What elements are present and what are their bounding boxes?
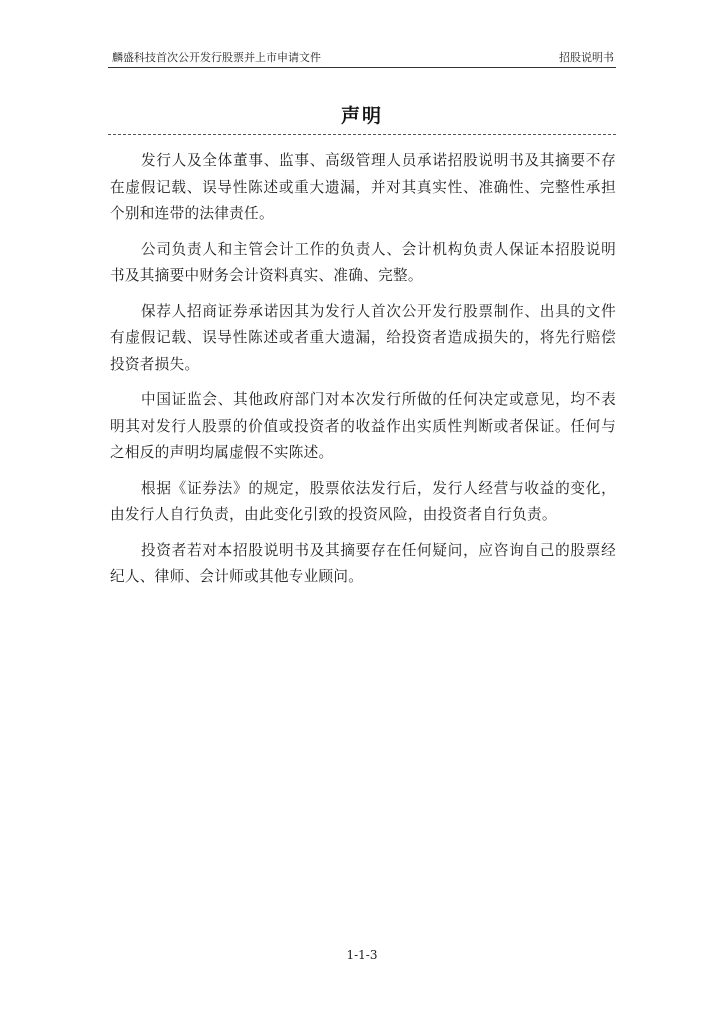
statement-paragraph: 保荐人招商证券承诺因其为发行人首次公开发行股票制作、出具的文件有虚假记载、误导性陈述或者重大遗漏，给投资者造成损失的，将先行赔偿投资者损失。 — [110, 302, 616, 373]
page-title: 声明 — [340, 105, 383, 127]
page-header — [108, 50, 616, 66]
statement-paragraph: 发行人及全体董事、监事、高级管理人员承诺招股说明书及其摘要不存在虚假记载、误导性陈述或重大遗漏，并对其真实性、准确性、完整性承担个别和连带的法律责任。 — [110, 152, 616, 222]
header-document-type: 招股说明书 — [559, 51, 614, 64]
statement-paragraph: 根据《证券法》的规定，股票依法发行后，发行人经营与收益的变化，由发行人自行负责，由此变化引致的投资风险，由投资者自行负责。 — [110, 479, 616, 523]
title-divider — [108, 134, 616, 135]
header-rule — [108, 67, 616, 68]
statement-paragraph: 公司负责人和主管会计工作的负责人、会计机构负责人保证本招股说明书及其摘要中财务会计资料真实、准确、完整。 — [110, 240, 616, 284]
statement-paragraph: 中国证监会、其他政府部门对本次发行所做的任何决定或意见，均不表明其对发行人股票的价值或投资者的收益作出实质性判断或者保证。任何与之相反的声明均属虚假不实陈述。 — [110, 391, 616, 461]
statement-body — [110, 148, 616, 600]
header-document-name: 麟盛科技首次公开发行股票并上市申请文件 — [112, 51, 321, 64]
page-number: 1-1-3 — [346, 948, 378, 962]
statement-paragraph: 投资者若对本招股说明书及其摘要存在任何疑问，应咨询自己的股票经纪人、律师、会计师或其他专业顾问。 — [110, 541, 616, 585]
